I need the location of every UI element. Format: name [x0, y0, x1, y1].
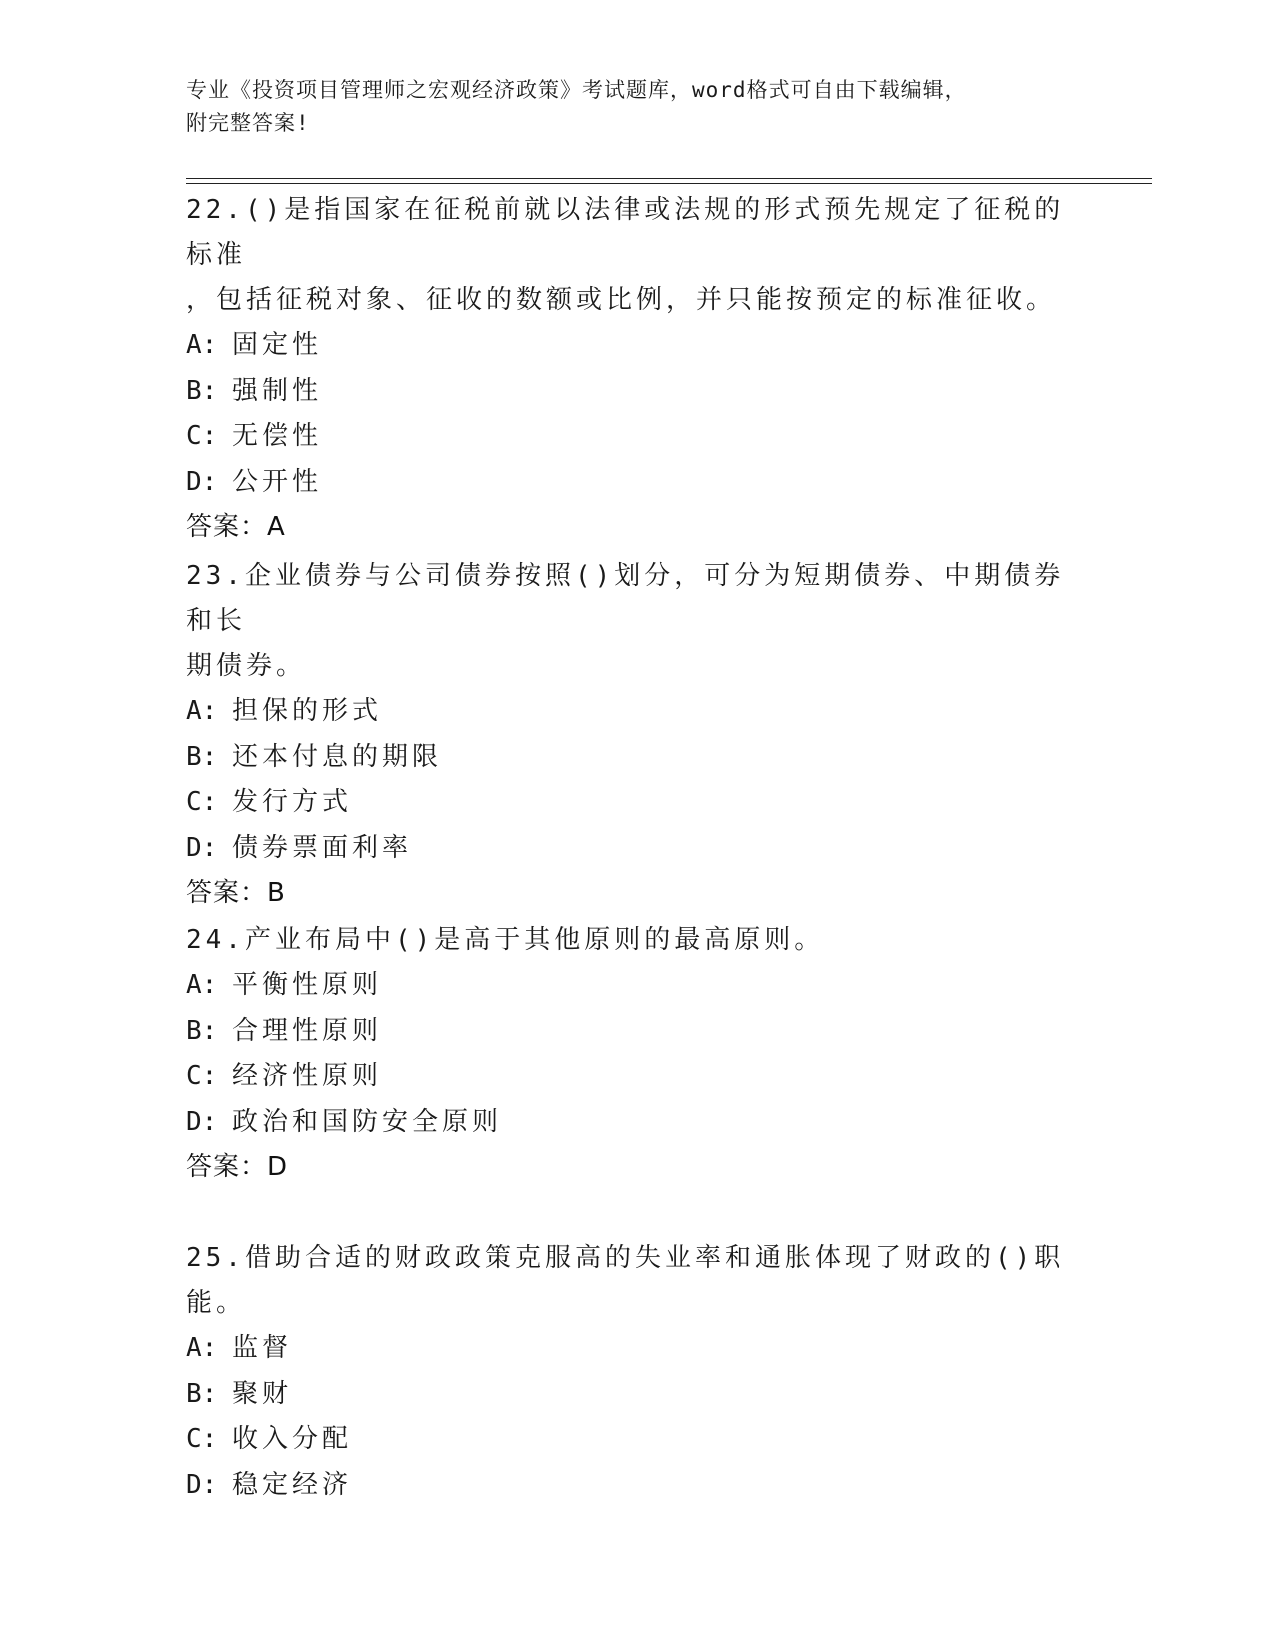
- option-text: 平衡性原则: [232, 970, 383, 1000]
- question-text: [186, 1236, 1086, 1326]
- option-key: B:: [186, 375, 218, 406]
- question-line: ，包括征税对象、征收的数额或比例，并只能按预定的标准征收。: [186, 285, 1057, 315]
- option-c: [186, 1417, 1086, 1463]
- option-key: D:: [186, 1106, 218, 1137]
- question-line: 25.借助合适的财政政策克服高的失业率和通胀体现了财政的()职能。: [186, 1243, 1065, 1318]
- option-c: [186, 1054, 1086, 1100]
- option-a: [186, 963, 1086, 1009]
- option-d: [186, 460, 1086, 506]
- option-a: [186, 1326, 1086, 1372]
- answer-line: 答案：A: [186, 512, 286, 542]
- option-text: 收入分配: [232, 1424, 353, 1454]
- option-key: C:: [186, 421, 218, 451]
- option-key: A:: [186, 1333, 218, 1363]
- question-25: [186, 1236, 1086, 1508]
- question-line: 24.产业布局中()是高于其他原则的最高原则。: [186, 925, 825, 955]
- option-key: A:: [186, 970, 218, 1000]
- question-text: [186, 554, 1086, 689]
- header-line-2: 附完整答案!: [186, 111, 310, 135]
- option-text: 稳定经济: [232, 1469, 353, 1500]
- document-header: [186, 74, 1066, 140]
- option-text: 政治和国防安全原则: [232, 1106, 503, 1137]
- option-c: [186, 780, 1086, 826]
- option-text: 担保的形式: [232, 696, 383, 726]
- option-b: [186, 735, 1086, 781]
- option-key: A:: [186, 696, 218, 726]
- option-text: 公开性: [232, 466, 323, 497]
- option-key: D:: [186, 466, 218, 497]
- option-c: [186, 414, 1086, 460]
- option-text: 固定性: [232, 330, 323, 360]
- option-text: 债券票面利率: [232, 832, 413, 863]
- header-line-1: 专业《投资项目管理师之宏观经济政策》考试题库，word格式可自由下载编辑，: [186, 78, 967, 102]
- option-b: [186, 1009, 1086, 1055]
- option-key: B:: [186, 1015, 218, 1046]
- option-key: D:: [186, 832, 218, 863]
- option-text: 还本付息的期限: [232, 741, 443, 772]
- header-divider-bottom: [186, 183, 1152, 184]
- question-23: [186, 554, 1086, 916]
- question-24: [186, 918, 1086, 1190]
- option-text: 发行方式: [232, 787, 353, 817]
- option-d: [186, 1463, 1086, 1509]
- option-key: D:: [186, 1469, 218, 1500]
- option-key: B:: [186, 1378, 218, 1409]
- question-line: 23.企业债券与公司债券按照()划分，可分为短期债券、中期债券和长: [186, 561, 1065, 636]
- option-text: 无偿性: [232, 421, 323, 451]
- question-line: 22.()是指国家在征税前就以法律或法规的形式预先规定了征税的标准: [186, 195, 1065, 270]
- answer-line: 答案：B: [186, 878, 286, 908]
- option-a: [186, 323, 1086, 369]
- option-b: [186, 1372, 1086, 1418]
- option-key: C:: [186, 1061, 218, 1091]
- option-text: 监督: [232, 1333, 293, 1363]
- option-d: [186, 1100, 1086, 1146]
- option-text: 合理性原则: [232, 1015, 383, 1046]
- answer-line: 答案：D: [186, 1152, 289, 1182]
- option-text: 聚财: [232, 1378, 293, 1409]
- question-line: 期债券。: [186, 651, 307, 681]
- header-divider-top: [186, 178, 1152, 179]
- option-b: [186, 369, 1086, 415]
- option-key: C:: [186, 1424, 218, 1454]
- question-22: [186, 188, 1086, 550]
- option-key: C:: [186, 787, 218, 817]
- option-d: [186, 826, 1086, 872]
- option-key: B:: [186, 741, 218, 772]
- option-a: [186, 689, 1086, 735]
- option-key: A:: [186, 330, 218, 360]
- option-text: 强制性: [232, 375, 323, 406]
- question-text: [186, 188, 1086, 323]
- question-text: [186, 918, 1086, 963]
- option-text: 经济性原则: [232, 1061, 383, 1091]
